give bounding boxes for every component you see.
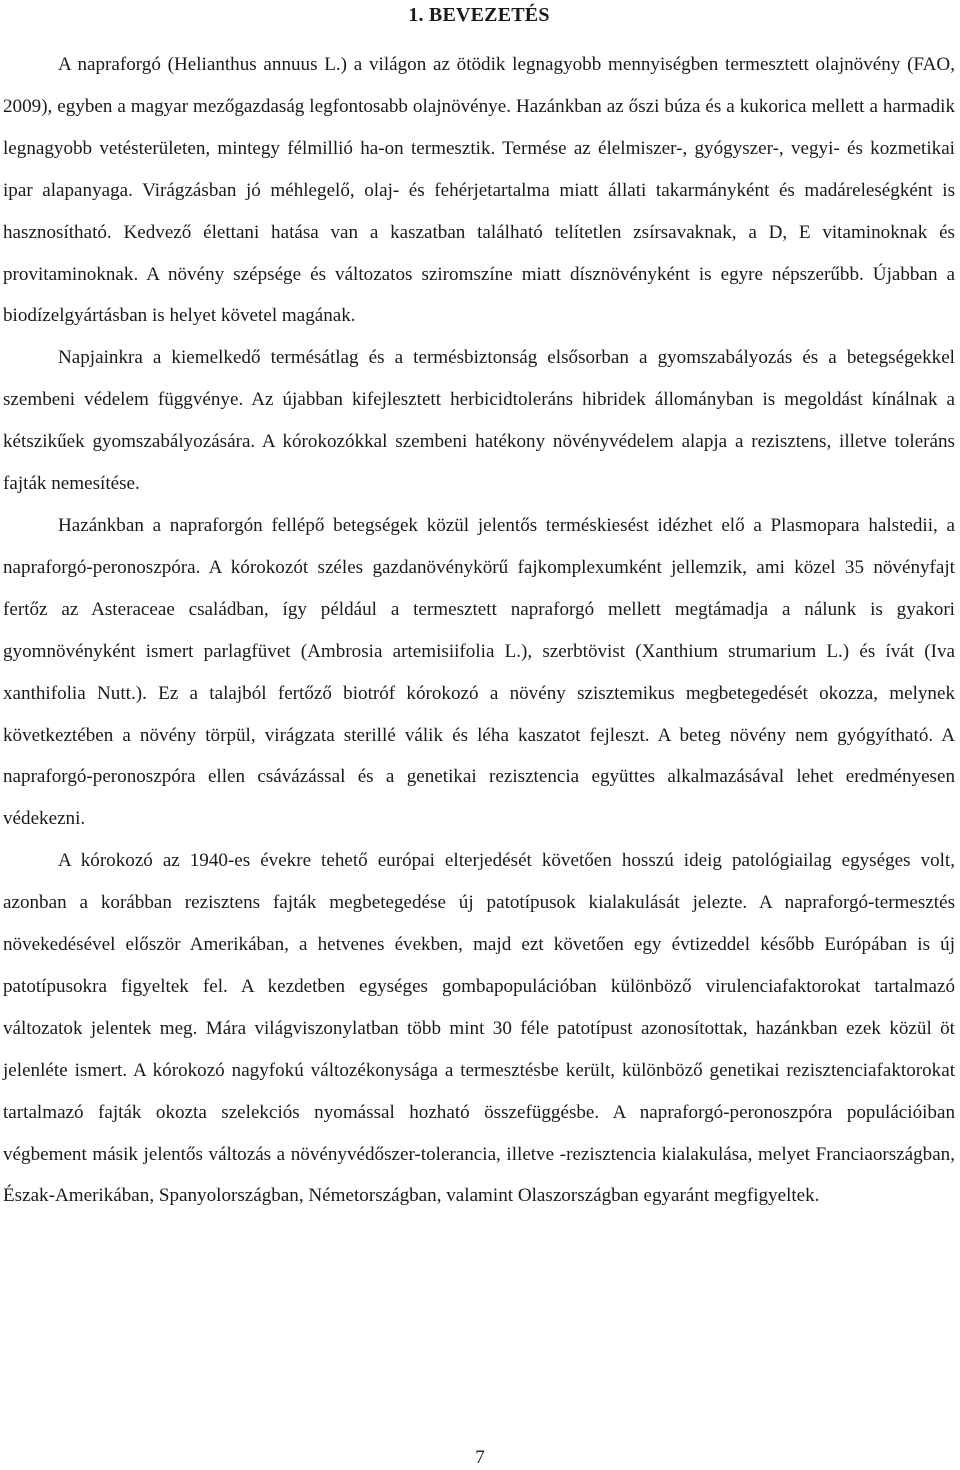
paragraph-pathotypes: A kórokozó az 1940-es évekre tehető európai elterjedését követően hosszú ideig patológiailag egységes volt, azonban a korábban rezisztens fajták megbetegedése új patotípusok kialakulását jelezte. A napraforgó-termesztés növekedésével először Amerikában, a hetvenes években, majd ezt követően egy évtizeddel később Európában is új patotípusokra figyeltek fel. A kezdetben egységes gombapopulációban különböző virulenciafaktorokat tartalmazó változatok jelentek meg. Mára világviszonylatban több mint 30 féle patotípust azonosítottak, hazánkban ezek közül öt jelenléte ismert. A kórokozó nagyfokú változékonysága a termesztésbe került, különböző genetikai rezisztenciafaktorokat tartalmazó fajták okozta szelekciós nyomással hozható összefüggésbe. A napraforgó-peronoszpóra populációiban végbement másik jelentős változás a növényvédőszer-tolerancia, illetve -rezisztencia kialakulása, melyet Franciaországban, Észak-Amerikában, Spanyolországban, Németországban, valamint Olaszországban egyaránt megfigyeltek. (3, 850, 955, 1207)
page-number: 7 (475, 1447, 485, 1468)
paragraph-plant-protection: Napjainkra a kiemelkedő termésátlag és a termésbiztonság elsősorban a gyomszabályozás és a betegségekkel szembeni védelem függvénye. Az újabban kifejlesztett herbicidtoleráns hibridek állományban is megoldást kínálnak a kétszikűek gyomszabályozására. A kórokozókkal szembeni hatékony növényvédelem alapja a rezisztens, illetve toleráns fajták nemesítése. (3, 347, 955, 495)
paragraph-downy-mildew: Hazánkban a napraforgón fellépő betegségek közül jelentős terméskiesést idézhet elő a Plasmopara halstedii, a napraforgó-peronoszpóra. A kórokozót széles gazdanövénykörű fajkomplexumként jellemzik, ami közel 35 növényfajt fertőz az Asteraceae családban, így például a termesztett napraforgó mellett megtámadja a nálunk is gyakori gyomnövényként ismert parlagfüvet (Ambrosia artemisiifolia L.), szerbtövist (Xanthium strumarium L.) és ívát (Iva xanthifolia Nutt.). Ez a talajból fertőző biotróf kórokozó a növény szisztemikus megbetegedését okozza, melynek következtében a növény törpül, virágzata sterillé válik és léha kaszatot fejleszt. A beteg növény nem gyógyítható. A napraforgó-peronoszpóra ellen csávázással és a genetikai rezisztencia együttes alkalmazásával lehet eredményesen védekezni. (3, 514, 955, 830)
paragraph-intro: A napraforgó (Helianthus annuus L.) a világon az ötödik legnagyobb mennyiségben termesztett olajnövény (FAO, 2009), egyben a magyar mezőgazdaság legfontosabb olajnövénye. Hazánkban az őszi búza és a kukorica mellett a harmadik legnagyobb vetésterületen, mintegy félmillió ha-on termesztik. Termése az élelmiszer-, gyógyszer-, vegyi- és kozmetikai ipar alapanyaga. Virágzásban jó méhlegelő, olaj- és fehérjetartalma miatt állati takarmányként és madáreleségként is hasznosítható. Kedvező élettani hatása van a kaszatban található telítetlen zsírsavaknak, a D, E vitaminoknak és provitaminoknak. A növény szépsége és változatos sziromszíne miatt dísznövényként is egyre népszerűbb. Újabban a biodízelgyártásban is helyet követel magának. (3, 54, 955, 327)
chapter-title: 1. BEVEZETÉS (408, 4, 550, 26)
body-text (3, 44, 955, 1217)
